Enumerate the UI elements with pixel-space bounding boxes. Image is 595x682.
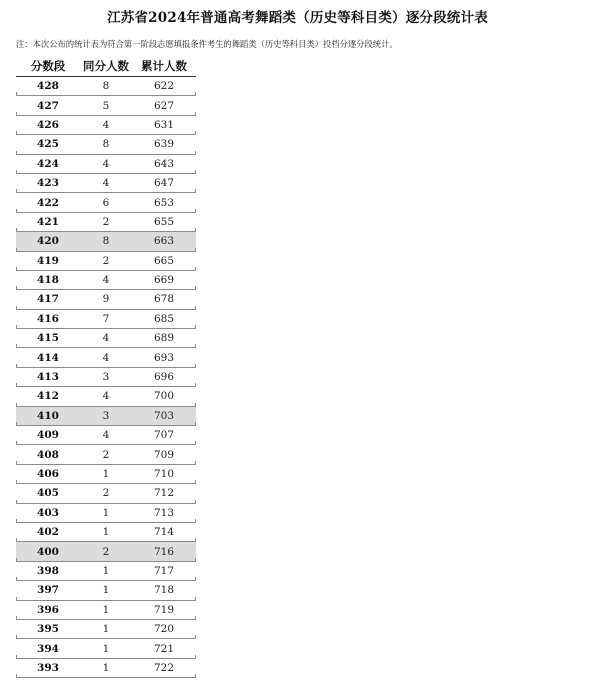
table-row bbox=[16, 445, 196, 464]
table-row bbox=[16, 504, 196, 523]
cumulative-cell: 627 bbox=[153, 99, 175, 112]
table-row bbox=[16, 193, 196, 212]
table-row bbox=[16, 174, 196, 193]
cumulative-cell: 653 bbox=[153, 196, 175, 209]
cumulative-cell: 643 bbox=[153, 157, 175, 170]
cumulative-cell: 685 bbox=[153, 312, 175, 325]
table-row bbox=[16, 407, 196, 426]
table-row bbox=[16, 252, 196, 271]
table-row bbox=[16, 368, 196, 387]
table-row bbox=[16, 601, 196, 620]
score-cell: 418 bbox=[37, 274, 59, 287]
count-cell: 1 bbox=[102, 564, 110, 577]
score-cell: 393 bbox=[37, 661, 59, 674]
cumulative-cell: 707 bbox=[153, 429, 175, 442]
score-cell: 426 bbox=[37, 118, 59, 131]
cumulative-cell: 718 bbox=[153, 584, 175, 597]
table-row bbox=[16, 135, 196, 154]
table-row bbox=[16, 213, 196, 232]
score-table bbox=[16, 56, 196, 678]
count-cell: 4 bbox=[102, 274, 110, 287]
cumulative-cell: 700 bbox=[153, 390, 175, 403]
count-cell: 9 bbox=[102, 293, 110, 306]
table-row bbox=[16, 310, 196, 329]
score-cell: 416 bbox=[37, 312, 59, 325]
score-cell: 402 bbox=[37, 526, 59, 539]
table-row bbox=[16, 542, 196, 561]
cumulative-cell: 719 bbox=[153, 603, 175, 616]
score-cell: 400 bbox=[37, 545, 59, 558]
cumulative-cell: 716 bbox=[153, 545, 175, 558]
score-cell: 394 bbox=[37, 642, 59, 655]
score-cell: 406 bbox=[37, 468, 59, 480]
table-row bbox=[16, 271, 196, 290]
table-row bbox=[16, 581, 196, 600]
score-cell: 414 bbox=[37, 351, 59, 364]
score-cell: 396 bbox=[37, 603, 59, 616]
count-cell: 1 bbox=[102, 603, 110, 616]
cumulative-cell: 689 bbox=[153, 332, 175, 345]
count-cell: 2 bbox=[102, 487, 110, 500]
count-cell: 7 bbox=[102, 312, 110, 325]
cumulative-cell: 720 bbox=[153, 623, 175, 636]
cumulative-cell: 703 bbox=[153, 409, 175, 422]
count-cell: 2 bbox=[102, 254, 110, 267]
count-cell: 8 bbox=[102, 138, 110, 151]
score-cell: 410 bbox=[37, 409, 59, 422]
count-cell: 1 bbox=[102, 468, 110, 480]
count-cell: 3 bbox=[102, 409, 110, 422]
table-row bbox=[16, 523, 196, 542]
score-cell: 412 bbox=[37, 390, 59, 403]
count-cell: 1 bbox=[102, 623, 110, 636]
cumulative-cell: 717 bbox=[153, 564, 175, 577]
table-row bbox=[16, 639, 196, 658]
score-cell: 422 bbox=[37, 196, 59, 209]
score-cell: 421 bbox=[37, 215, 59, 228]
cumulative-cell: 709 bbox=[153, 448, 175, 461]
table-row bbox=[16, 329, 196, 348]
table-note: 注：本次公布的统计表为符合第一阶段志愿填报条件考生的舞蹈类（历史等科目类）投档分逐分段统计。 bbox=[16, 39, 398, 49]
count-cell: 4 bbox=[102, 390, 110, 403]
score-cell: 413 bbox=[37, 371, 59, 384]
table-header bbox=[16, 56, 196, 77]
table-row bbox=[16, 155, 196, 174]
score-cell: 423 bbox=[37, 177, 59, 190]
count-cell: 1 bbox=[102, 642, 110, 655]
score-cell: 405 bbox=[37, 487, 59, 500]
count-cell: 5 bbox=[102, 99, 110, 112]
count-cell: 6 bbox=[102, 196, 110, 209]
cumulative-cell: 663 bbox=[153, 235, 175, 248]
score-cell: 398 bbox=[37, 564, 59, 577]
cumulative-cell: 647 bbox=[153, 177, 175, 190]
score-cell: 419 bbox=[37, 254, 59, 267]
cumulative-cell: 622 bbox=[153, 80, 175, 93]
cumulative-cell: 696 bbox=[153, 371, 175, 384]
count-cell: 2 bbox=[102, 545, 110, 558]
score-cell: 427 bbox=[37, 99, 59, 112]
table-row bbox=[16, 426, 196, 445]
cumulative-cell: 714 bbox=[153, 526, 175, 539]
count-cell: 8 bbox=[102, 235, 110, 248]
count-cell: 2 bbox=[102, 448, 110, 461]
count-cell: 1 bbox=[102, 526, 110, 539]
count-cell: 4 bbox=[102, 118, 110, 131]
count-cell: 4 bbox=[102, 177, 110, 190]
table-row bbox=[16, 659, 196, 678]
header-cumulative: 累计人数 bbox=[141, 59, 187, 73]
count-cell: 1 bbox=[102, 661, 110, 674]
cumulative-cell: 722 bbox=[153, 661, 175, 674]
score-cell: 417 bbox=[37, 293, 59, 306]
cumulative-cell: 639 bbox=[153, 138, 175, 151]
table-row bbox=[16, 620, 196, 639]
count-cell: 1 bbox=[102, 506, 110, 519]
score-cell: 424 bbox=[37, 157, 59, 170]
cumulative-cell: 721 bbox=[153, 642, 175, 655]
cumulative-cell: 713 bbox=[153, 506, 175, 519]
count-cell: 3 bbox=[102, 371, 110, 384]
table-row bbox=[16, 348, 196, 367]
score-cell: 409 bbox=[37, 429, 59, 442]
count-cell: 4 bbox=[102, 332, 110, 345]
score-cell: 415 bbox=[37, 332, 59, 345]
table-row bbox=[16, 77, 196, 96]
table-row bbox=[16, 290, 196, 309]
cumulative-cell: 669 bbox=[153, 274, 175, 287]
count-cell: 4 bbox=[102, 351, 110, 364]
cumulative-cell: 655 bbox=[153, 215, 175, 228]
count-cell: 1 bbox=[102, 584, 110, 597]
count-cell: 4 bbox=[102, 429, 110, 442]
cumulative-cell: 710 bbox=[153, 468, 175, 480]
cumulative-cell: 678 bbox=[153, 293, 175, 306]
table-row bbox=[16, 387, 196, 406]
page-title: 江苏省2024年普通高考舞蹈类（历史等科目类）逐分段统计表 bbox=[107, 10, 488, 26]
score-cell: 397 bbox=[37, 584, 59, 597]
header-count: 同分人数 bbox=[83, 59, 129, 73]
score-cell: 420 bbox=[37, 235, 59, 248]
table-row bbox=[16, 232, 196, 251]
table-row bbox=[16, 484, 196, 503]
count-cell: 8 bbox=[102, 80, 110, 93]
cumulative-cell: 712 bbox=[153, 487, 175, 500]
cumulative-cell: 665 bbox=[153, 254, 175, 267]
score-cell: 395 bbox=[37, 623, 59, 636]
table-row bbox=[16, 96, 196, 115]
cumulative-cell: 631 bbox=[153, 118, 175, 131]
header-score: 分数段 bbox=[30, 59, 66, 73]
score-cell: 403 bbox=[37, 506, 59, 519]
table-body bbox=[16, 77, 196, 678]
cumulative-cell: 693 bbox=[153, 351, 175, 364]
table-row bbox=[16, 562, 196, 581]
score-cell: 425 bbox=[37, 138, 59, 151]
count-cell: 2 bbox=[102, 215, 110, 228]
table-row bbox=[16, 465, 196, 484]
score-cell: 428 bbox=[37, 80, 59, 93]
table-row bbox=[16, 116, 196, 135]
count-cell: 4 bbox=[102, 157, 110, 170]
score-cell: 408 bbox=[37, 448, 59, 461]
